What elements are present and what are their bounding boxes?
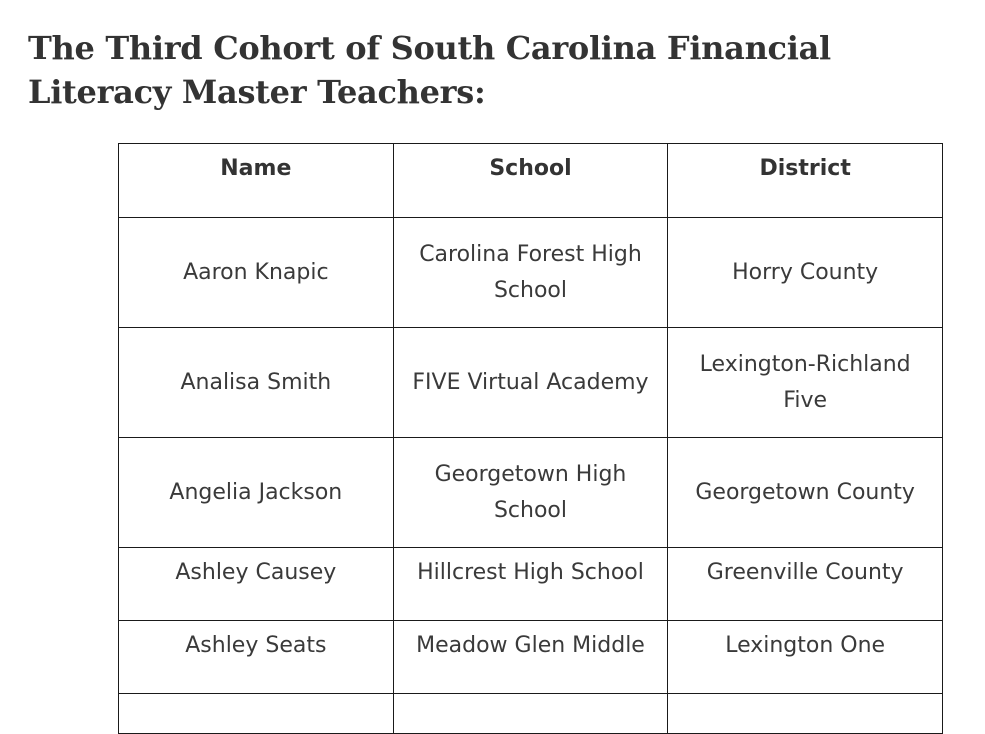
cell-empty bbox=[393, 694, 668, 734]
column-header-school: School bbox=[393, 144, 668, 218]
table-row bbox=[119, 218, 943, 328]
teachers-table-container bbox=[118, 143, 943, 734]
table-row-partial bbox=[119, 694, 943, 734]
cell-name: Aaron Knapic bbox=[119, 218, 394, 328]
teachers-table bbox=[118, 143, 943, 734]
cell-district: Greenville County bbox=[668, 548, 943, 621]
cell-school: FIVE Virtual Academy bbox=[393, 328, 668, 438]
table-row bbox=[119, 328, 943, 438]
table-row bbox=[119, 548, 943, 621]
column-header-district: District bbox=[668, 144, 943, 218]
cell-district: Lexington One bbox=[668, 621, 943, 694]
column-header-name: Name bbox=[119, 144, 394, 218]
cell-school: Carolina Forest High School bbox=[393, 218, 668, 328]
cell-name: Ashley Seats bbox=[119, 621, 394, 694]
table-row bbox=[119, 621, 943, 694]
cell-school: Hillcrest High School bbox=[393, 548, 668, 621]
table-header-row bbox=[119, 144, 943, 218]
cell-school: Georgetown High School bbox=[393, 438, 668, 548]
cell-district: Horry County bbox=[668, 218, 943, 328]
cell-school: Meadow Glen Middle bbox=[393, 621, 668, 694]
cell-district: Georgetown County bbox=[668, 438, 943, 548]
cell-name: Ashley Causey bbox=[119, 548, 394, 621]
cell-district: Lexington-Richland Five bbox=[668, 328, 943, 438]
cell-empty bbox=[668, 694, 943, 734]
page-title: The Third Cohort of South Carolina Financial Literacy Master Teachers: bbox=[28, 29, 831, 111]
cell-empty bbox=[119, 694, 394, 734]
cell-name: Angelia Jackson bbox=[119, 438, 394, 548]
cell-name: Analisa Smith bbox=[119, 328, 394, 438]
table-row bbox=[119, 438, 943, 548]
